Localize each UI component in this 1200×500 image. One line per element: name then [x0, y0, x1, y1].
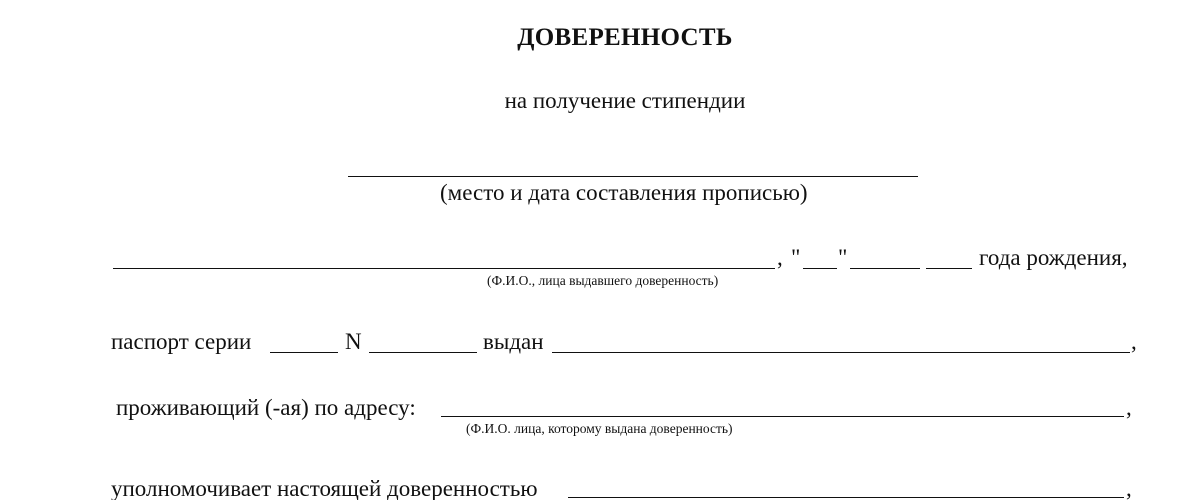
recipient-caption: (Ф.И.О. лица, которому выдана доверенность) [466, 421, 733, 436]
birth-year-label: года рождения, [979, 245, 1128, 270]
passport-comma: , [1131, 329, 1137, 354]
document-title: ДОВЕРЕННОСТЬ [517, 24, 733, 51]
address-comma: , [1126, 395, 1132, 420]
authorize-blank-line [568, 497, 1124, 498]
issuer-name-blank-line [113, 268, 775, 269]
place-date-caption: (место и дата составления прописью) [440, 180, 808, 205]
issuer-caption: (Ф.И.О., лица выдавшего доверенность) [487, 273, 719, 288]
birth-month-blank-line [850, 268, 920, 269]
place-date-blank-line [348, 176, 918, 177]
birth-day-blank-line [803, 268, 837, 269]
birth-quote-open: " [791, 245, 801, 270]
passport-issued-label: выдан [483, 329, 544, 354]
address-label: проживающий (-ая) по адресу: [116, 395, 416, 420]
address-blank-line [441, 416, 1124, 417]
authorize-label: уполномочивает настоящей доверенностью [111, 476, 538, 500]
passport-number-blank-line [369, 352, 477, 353]
passport-issued-blank-line [552, 352, 1130, 353]
passport-series-label: паспорт серии [111, 329, 252, 354]
passport-number-label: N [345, 329, 362, 354]
authorize-comma: , [1126, 476, 1132, 500]
document-subtitle: на получение стипендии [504, 88, 746, 113]
birth-quote-close: " [838, 245, 848, 270]
issuer-comma: , [777, 245, 783, 270]
passport-series-blank-line [270, 352, 338, 353]
birth-year-blank-line [926, 268, 972, 269]
